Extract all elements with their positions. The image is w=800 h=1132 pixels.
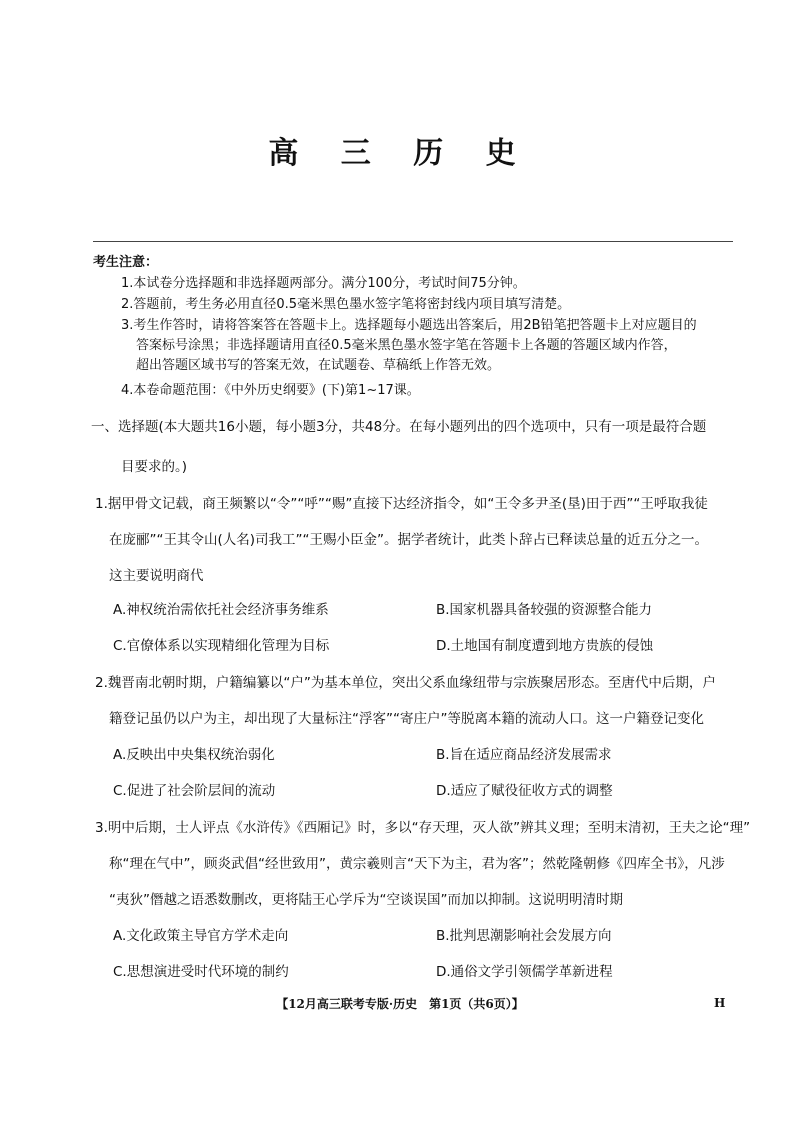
- page-title: 高 三 历 史: [268, 136, 532, 171]
- question-1-option-d: D.土地国有制度遭到地方贵族的侵蚀: [436, 638, 654, 654]
- notice-item: 3.考生作答时，请将答案答在答题卡上。选择题每小题选出答案后，用2B铅笔把答题卡上对应题目的: [121, 318, 697, 333]
- question-3-stem: “夷狄”僭越之语悉数删改，更将陆王心学斥为“空谈误国”而加以抑制。这说明明清时期: [109, 892, 623, 908]
- question-1-stem: 1.据甲骨文记载，商王频繁以“令”“呼”“赐”直接下达经济指令，如“王令多尹圣(垦)田于西”“王呼取我徒: [95, 496, 708, 512]
- question-1-option-b: B.国家机器具备较强的资源整合能力: [436, 602, 653, 618]
- notice-item: 4.本卷命题范围：《中外历史纲要》(下)第1~17课。: [121, 383, 420, 398]
- section-instruction-cont: 目要求的。): [121, 459, 188, 475]
- question-3-option-d: D.通俗文学引领儒学革新进程: [436, 964, 613, 980]
- question-1-option-a: A.神权统治需依托社会经济事务维系: [113, 602, 329, 618]
- page-footer: 【12月高三联考专版·历史 第1页（共6页）】: [276, 997, 524, 1011]
- question-2-stem: 籍登记虽仍以户为主，却出现了大量标注“浮客”“寄庄户”等脱离本籍的流动人口。这一户籍登记变化: [109, 711, 704, 727]
- notice-item: 1.本试卷分选择题和非选择题两部分。满分100分，考试时间75分钟。: [121, 276, 526, 291]
- question-2-option-b: B.旨在适应商品经济发展需求: [436, 747, 612, 763]
- question-1-stem: 在庞郦”“王其令山(人名)司我工”“王赐小臣金”。据学者统计，此类卜辞占已释读总量的近五分之一。: [109, 532, 709, 548]
- notice-item: 答案标号涂黑；非选择题请用直径0.5毫米黑色墨水签字笔在答题卡上各题的答题区域内作答，: [136, 338, 677, 353]
- question-1-option-c: C.官僚体系以实现精细化管理为目标: [113, 638, 330, 654]
- question-2-option-d: D.适应了赋役征收方式的调整: [436, 783, 613, 799]
- header-divider: [93, 241, 733, 242]
- footer-version-mark: H: [714, 996, 726, 1010]
- section-instruction: 一、选择题(本大题共16小题，每小题3分，共48分。在每小题列出的四个选项中，只有一项是最符合题: [91, 419, 707, 435]
- question-3-option-a: A.文化政策主导官方学术走向: [113, 928, 289, 944]
- notice-item: 2.答题前，考生务必用直径0.5毫米黑色墨水签字笔将密封线内项目填写清楚。: [121, 297, 571, 312]
- question-3-stem: 3.明中后期，士人评点《水浒传》《西厢记》时，多以“存天理，灭人欲”辨其义理；至明末清初，王夫之论“理”: [95, 820, 751, 836]
- question-1-stem: 这主要说明商代: [109, 568, 204, 584]
- notice-item: 超出答题区域书写的答案无效，在试题卷、草稿纸上作答无效。: [136, 358, 501, 373]
- question-2-stem: 2.魏晋南北朝时期，户籍编纂以“户”为基本单位，突出父系血缘纽带与宗族聚居形态。至唐代中后期，户: [95, 675, 716, 691]
- question-3-option-c: C.思想演进受时代环境的制约: [113, 964, 289, 980]
- question-3-option-b: B.批判思潮影响社会发展方向: [436, 928, 612, 944]
- question-3-stem: 称“理在气中”，顾炎武倡“经世致用”，黄宗羲则言“天下为主，君为客”；然乾隆朝修《四库全书》，凡涉: [109, 856, 725, 872]
- notice-heading: 考生注意：: [93, 255, 159, 270]
- question-2-option-a: A.反映出中央集权统治弱化: [113, 747, 275, 763]
- question-2-option-c: C.促进了社会阶层间的流动: [113, 783, 276, 799]
